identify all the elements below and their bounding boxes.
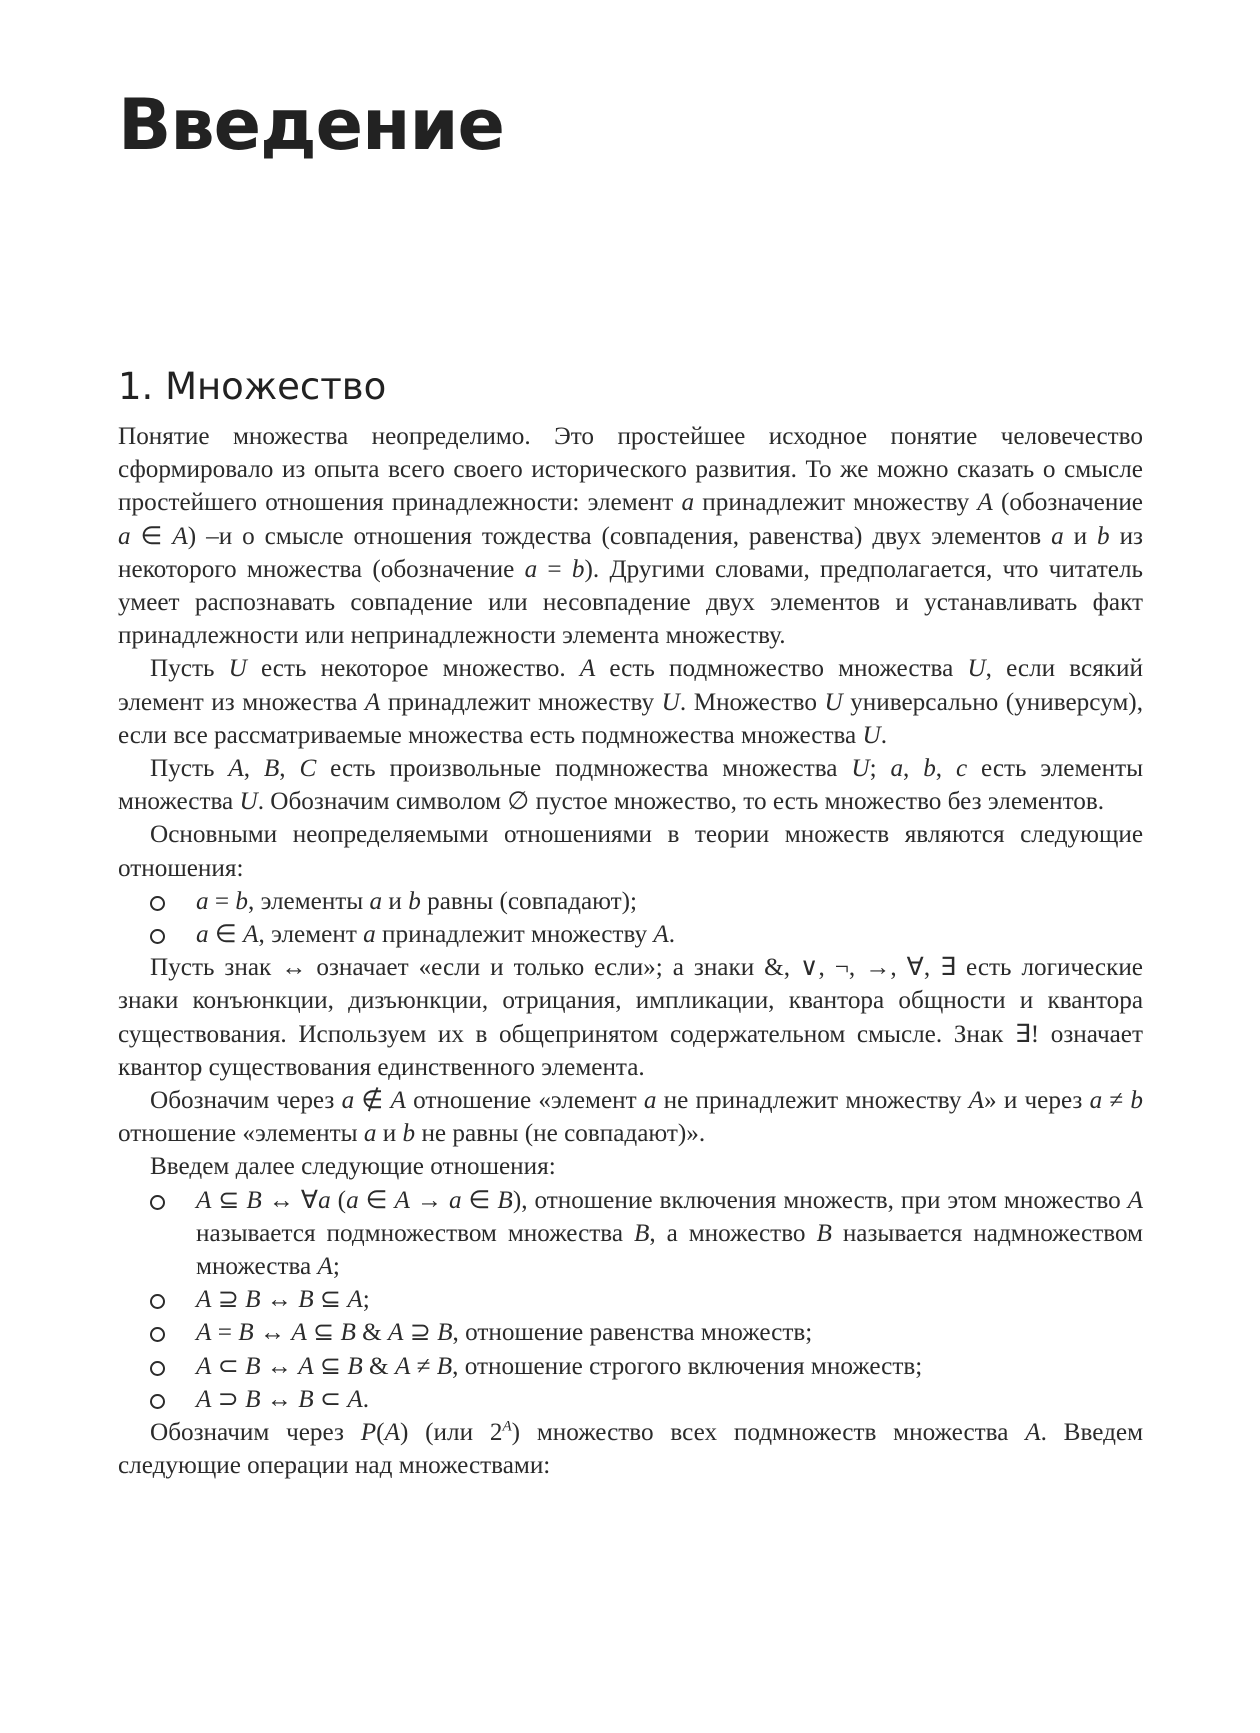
list-item: a = b, элементы a и b равны (совпадают); — [118, 885, 1143, 918]
list-item: A = B ↔ A ⊆ B & A ⊇ B, отношение равенства множеств; — [118, 1316, 1143, 1349]
paragraph-4: Основными неопределяемыми отношениями в теории множеств являются следующие отношения: — [118, 821, 1143, 882]
paragraph-1: Понятие множества неопределимо. Это простейшее исходное понятие человечество сформировало из опыта всего своего исторического развития. То же можно сказать о смысле простейшего отношения принадлежности: элемент a принадлежит множеству A (обозначение a ∈ A) –и о смысле отношения тождества (совпадения, равенства) двух элементов a и b из некоторого множества (обозначение a = b). Другими словами, предполагается, что читатель умеет распознавать совпадение или несовпадение двух элементов и устанавливать факт принадлежности или непринадлежности элемента множеству. — [118, 423, 1143, 650]
section-title: 1. Множество — [118, 365, 387, 408]
paragraph-5: Пусть знак ↔ означает «если и только если»; а знаки &, ∨, ¬, →, ∀, ∃ есть логические знаки конъюнкции, дизъюнкции, отрицания, импликации, квантора общности и квантора существования. Используем их в общепринятом содержательном смысле. Знак ∃! означает квантор существования единственного элемента. — [118, 954, 1143, 1081]
paragraph-3: Пусть A, B, C есть произвольные подмножества множества U; a, b, c есть элементы множества U. Обозначим символом ∅ пустое множество, то есть множество без элементов. — [118, 755, 1144, 816]
bullet-circle-icon — [150, 1394, 165, 1409]
bullet-circle-icon — [150, 896, 165, 911]
list-item: a ∈ A, элемент a принадлежит множеству A. — [118, 918, 1143, 951]
bullet-circle-icon — [150, 1327, 165, 1342]
chapter-title: Введение — [118, 84, 505, 166]
set-relations-list — [118, 1184, 1143, 1416]
bullet-circle-icon — [150, 929, 165, 944]
list-item: A ⊇ B ↔ B ⊆ A; — [118, 1283, 1143, 1316]
list-item: A ⊂ B ↔ A ⊆ B & A ≠ B, отношение строгого включения множеств; — [118, 1350, 1143, 1383]
bullet-circle-icon — [150, 1294, 165, 1309]
paragraph-6: Обозначим через a ∉ A отношение «элемент a не принадлежит множеству A» и через a ≠ b отношение «элементы a и b не равны (не совпадают)». — [118, 1087, 1143, 1148]
bullet-circle-icon — [150, 1195, 165, 1210]
relations-list — [118, 885, 1143, 951]
list-item: A ⊃ B ↔ B ⊂ A. — [118, 1383, 1143, 1416]
list-item: A ⊆ B ↔ ∀a (a ∈ A → a ∈ B), отношение включения множеств, при этом множество A называется подмножеством множества B, а множество B называется надмножеством множества A; — [118, 1184, 1143, 1284]
paragraph-7: Введем далее следующие отношения: — [150, 1153, 556, 1181]
paragraph-8: Обозначим через P(A) (или $2^A$) множество всех подмножеств множества A. Введем следующие операции над множествами: — [118, 1418, 1144, 1480]
bullet-circle-icon — [150, 1361, 165, 1376]
paragraph-2: Пусть U есть некоторое множество. A есть подмножество множества U, если всякий элемент из множества A принадлежит множеству U. Множество U универсально (универсум), если все рассматриваемые множества есть подмножества множества U. — [118, 655, 1143, 749]
body-text — [118, 420, 1143, 1483]
